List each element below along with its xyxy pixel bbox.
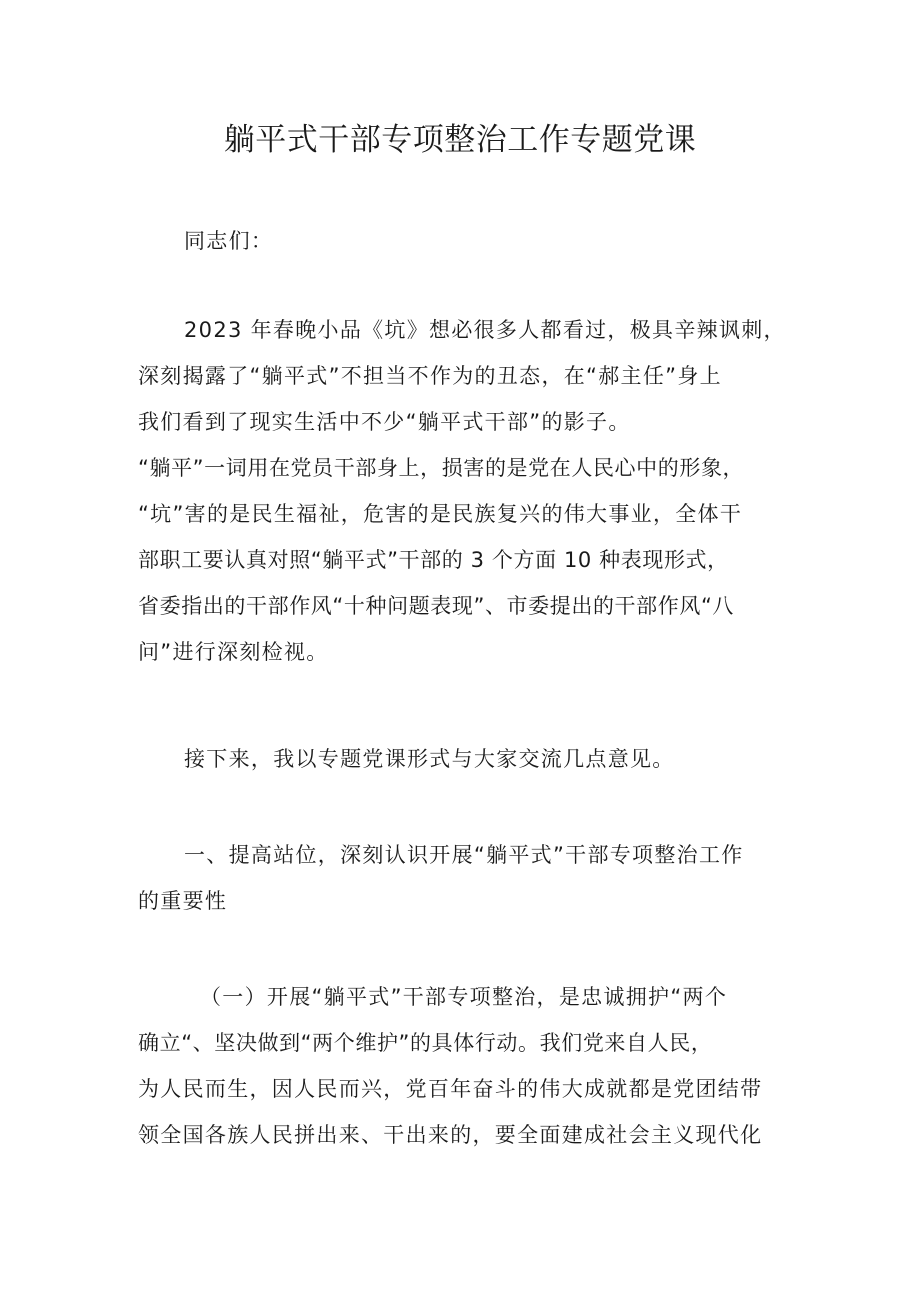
paragraph-line: 为人民而生，因人民而兴，党百年奋斗的伟大成就都是党团结带: [138, 1077, 763, 1101]
paragraph-line: 问”进行深刻检视。: [138, 640, 329, 664]
paragraph-line: 领全国各族人民拼出来、干出来的，要全面建成社会主义现代化: [138, 1123, 763, 1147]
paragraph-line: 深刻揭露了“躺平式”不担当不作为的丑态，在“郝主任”身上: [138, 364, 722, 388]
paragraph-line: 部职工要认真对照“躺平式”干部的 3 个方面 10 种表现形式，: [138, 548, 729, 572]
document-title: 躺平式干部专项整治工作专题党课: [223, 122, 697, 158]
section-heading: 一、提高站位，深刻认识开展“躺平式”干部专项整治工作: [184, 843, 744, 867]
paragraph-line: “坑”害的是民生福祉，危害的是民族复兴的伟大事业，全体干: [138, 502, 743, 526]
paragraph-line: 确立“、坚决做到“两个维护”的具体行动。我们党来自人民，: [138, 1031, 713, 1055]
paragraph-line: （一）开展“躺平式”干部专项整治，是忠诚拥护“两个: [200, 985, 728, 1009]
paragraph-line: 接下来，我以专题党课形式与大家交流几点意见。: [184, 747, 675, 771]
greeting: 同志们：: [184, 229, 274, 253]
paragraph-line: “躺平”一词用在党员干部身上，损害的是党在人民心中的形象，: [138, 456, 745, 480]
paragraph-line: 2023 年春晚小品《坑》想必很多人都看过，极具辛辣讽刺，: [184, 318, 786, 342]
paragraph-line: 省委指出的干部作风“十种问题表现”、市委提出的干部作风“八: [138, 594, 735, 618]
paragraph-line: 我们看到了现实生活中不少“躺平式干部”的影子。: [138, 410, 631, 434]
section-heading: 的重要性: [138, 889, 228, 913]
